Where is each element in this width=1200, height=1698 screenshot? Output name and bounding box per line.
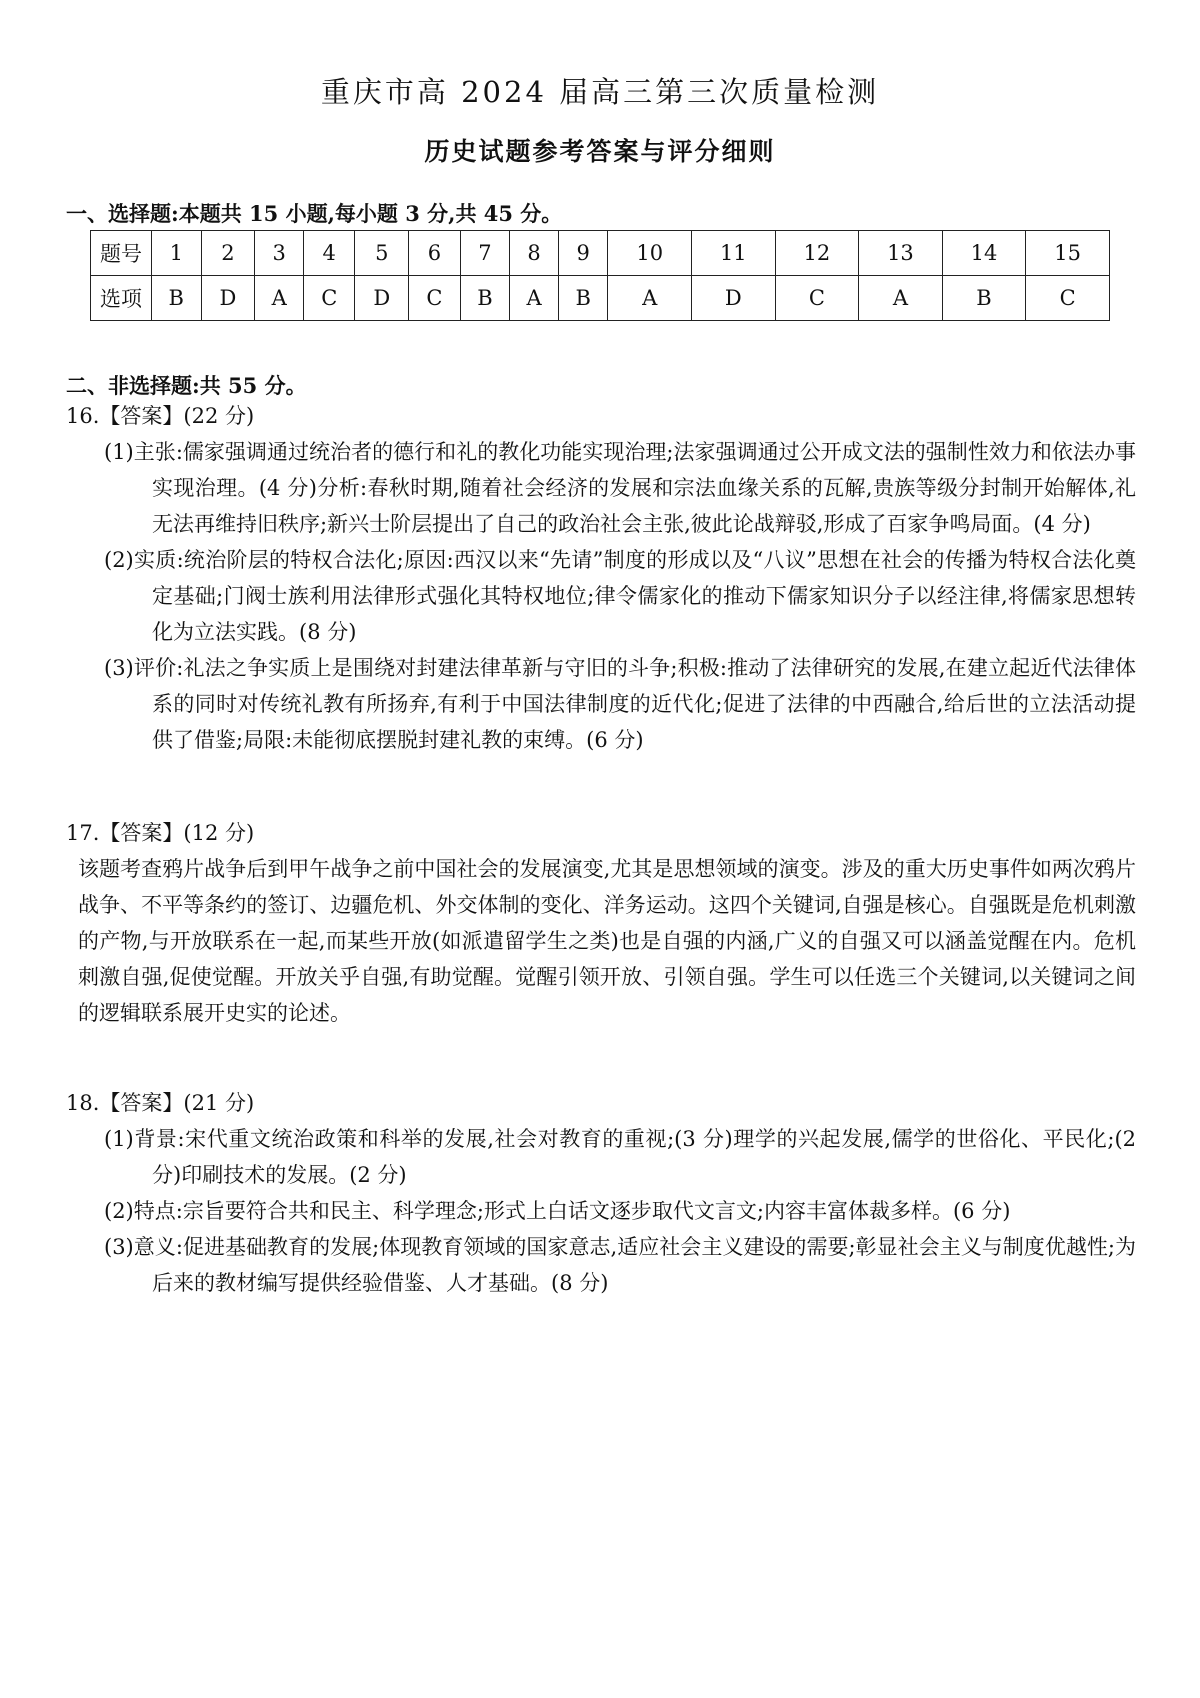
page-title: 重庆市高 2024 届高三第三次质量检测	[320, 75, 880, 109]
question-18-part-1: (1)背景:宋代重文统治政策和科举的发展,社会对教育的重视;(3 分)理学的兴起发展,儒学的世俗化、平民化;(2 分)印刷技术的发展。(2 分)	[104, 1127, 1136, 1187]
answer-cell: D	[692, 276, 776, 321]
answer-table-answer-row	[91, 276, 1110, 321]
question-number-cell: 7	[460, 231, 510, 276]
answer-cell: A	[255, 276, 304, 321]
answer-cell: A	[510, 276, 559, 321]
answer-cell: A	[859, 276, 943, 321]
question-16-part-1: (1)主张:儒家强调通过统治者的德行和礼的教化功能实现治理;法家强调通过公开成文法的强制性效力和依法办事实现治理。(4 分)分析:春秋时期,随着社会经济的发展和宗法血缘关系的瓦解,贵族等级分封制开始解体,礼无法再维持旧秩序;新兴士阶层提出了自己的政治社会主张,彼此论战辩驳,形成了百家争鸣局面。(4 分)	[104, 440, 1136, 536]
question-number-cell: 14	[942, 231, 1026, 276]
question-16	[66, 398, 1136, 758]
answer-cell: B	[460, 276, 510, 321]
question-17-body: 该题考查鸦片战争后到甲午战争之前中国社会的发展演变,尤其是思想领域的演变。涉及的重大历史事件如两次鸦片战争、不平等条约的签订、边疆危机、外交体制的变化、洋务运动。这四个关键词,自强是核心。自强既是危机刺激的产物,与开放联系在一起,而某些开放(如派遣留学生之类)也是自强的内涵,广义的自强又可以涵盖觉醒在内。危机刺激自强,促使觉醒。开放关乎自强,有助觉醒。觉醒引领开放、引领自强。学生可以任选三个关键词,以关键词之间的逻辑联系展开史实的论述。	[78, 857, 1136, 1025]
question-number-cell: 9	[558, 231, 608, 276]
answer-cell: B	[942, 276, 1026, 321]
answer-cell: C	[1026, 276, 1110, 321]
question-17	[66, 815, 1136, 1031]
answer-cell: C	[409, 276, 460, 321]
question-number-cell: 4	[304, 231, 355, 276]
question-number-cell: 11	[692, 231, 776, 276]
question-number-cell: 12	[775, 231, 859, 276]
question-17-heading: 17.【答案】(12 分)	[66, 821, 255, 845]
question-number-cell: 1	[152, 231, 202, 276]
question-number-cell: 2	[201, 231, 255, 276]
question-18-part-3: (3)意义:促进基础教育的发展;体现教育领域的国家意志,适应社会主义建设的需要;彰显社会主义与制度优越性;为后来的教材编写提供经验借鉴、人才基础。(8 分)	[104, 1235, 1136, 1295]
question-18-part-2: (2)特点:宗旨要符合共和民主、科学理念;形式上白话文逐步取代文言文;内容丰富体裁多样。(6 分)	[104, 1199, 1011, 1223]
section1-heading: 一、选择题:本题共 15 小题,每小题 3 分,共 45 分。	[66, 201, 563, 226]
question-number-cell: 13	[859, 231, 943, 276]
answer-cell: C	[304, 276, 355, 321]
row-label-answers: 选项	[91, 276, 152, 321]
question-18-heading: 18.【答案】(21 分)	[66, 1091, 255, 1115]
question-16-part-2: (2)实质:统治阶层的特权合法化;原因:西汉以来“先请”制度的形成以及“八议”思想在社会的传播为特权合法化奠定基础;门阀士族利用法律形式强化其特权地位;律令儒家化的推动下儒家知识分子以经注律,将儒家思想转化为立法实践。(8 分)	[104, 548, 1136, 644]
answer-table-number-row	[91, 231, 1110, 276]
answer-cell: B	[558, 276, 608, 321]
question-number-cell: 8	[510, 231, 559, 276]
page-subtitle: 历史试题参考答案与评分细则	[424, 137, 776, 166]
row-label-numbers: 题号	[91, 231, 152, 276]
answer-cell: B	[152, 276, 202, 321]
question-number-cell: 5	[355, 231, 409, 276]
answer-cell: A	[608, 276, 692, 321]
section2-heading: 二、非选择题:共 55 分。	[66, 373, 307, 398]
question-number-cell: 10	[608, 231, 692, 276]
question-number-cell: 15	[1026, 231, 1110, 276]
question-18	[66, 1085, 1136, 1301]
answer-cell: D	[201, 276, 255, 321]
answer-cell: D	[355, 276, 409, 321]
answer-cell: C	[775, 276, 859, 321]
question-number-cell: 6	[409, 231, 460, 276]
question-16-part-3: (3)评价:礼法之争实质上是围绕对封建法律革新与守旧的斗争;积极:推动了法律研究的发展,在建立起近代法律体系的同时对传统礼教有所扬弃,有利于中国法律制度的近代化;促进了法律的中西融合,给后世的立法活动提供了借鉴;局限:未能彻底摆脱封建礼教的束缚。(6 分)	[104, 656, 1136, 752]
question-16-heading: 16.【答案】(22 分)	[66, 404, 255, 428]
question-number-cell: 3	[255, 231, 304, 276]
answer-table	[90, 230, 1110, 321]
